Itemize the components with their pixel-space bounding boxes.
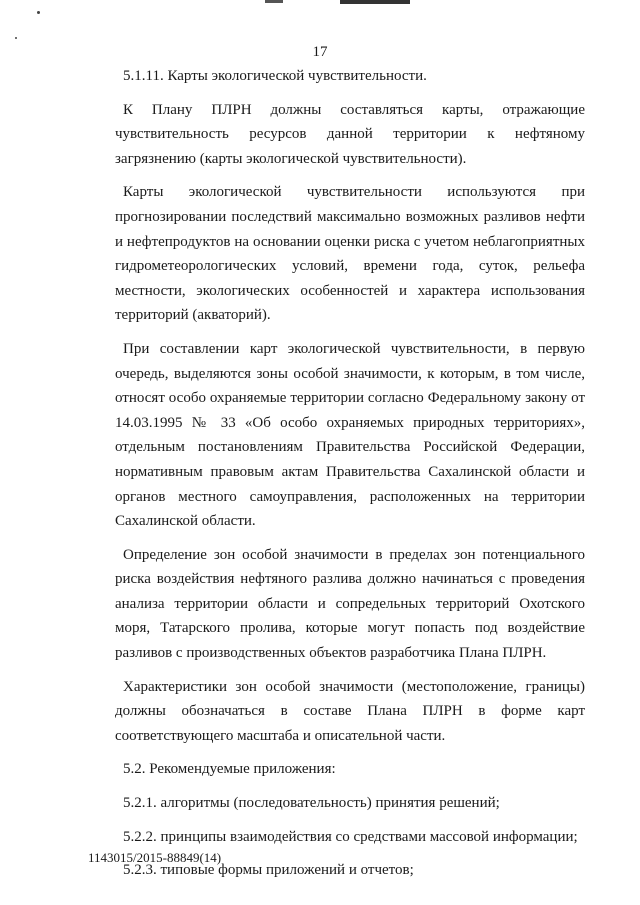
scan-artifact-top xyxy=(0,0,640,8)
scan-mark xyxy=(265,0,283,3)
paragraph: Определение зон особой значимости в пределах зон потенциального риска воздействия нефтяного разлива должно начинаться с проведения анализа территории области и сопредельных территорий Охотского моря, Татарского пролива, которые могут попасть под воздействие разливов с производственных объектов разработчика Плана ПЛРН. xyxy=(115,546,585,662)
paragraph: При составлении карт экологической чувствительности, в первую очередь, выделяются зоны особой значимости, к которым, в том числе, относят особо охраняемые территории согласно Федеральному закону от 14.03.1995 № 33 «Об особо охраняемых природных территориях», отдельным постановлениям Правительства Российской Федерации, нормативным правовым актам Правительства Сахалинской области и органов местного самоуправления, расположенных на территории Сахалинской области. xyxy=(115,340,585,530)
list-item: 5.2.2. принципы взаимодействия со средствами массовой информации; xyxy=(123,828,578,845)
scan-speck xyxy=(37,11,40,14)
paragraph: Карты экологической чувствительности используются при прогнозировании последствий максимально возможных разливов нефти и нефтепродуктов на основании оценки риска с учетом неблагоприятных гидрометеорологических условий, времени года, суток, рельефа местности, экологических особенностей и характера использования территорий (акваторий). xyxy=(115,184,585,324)
section-heading: 5.1.11. Карты экологической чувствительности. xyxy=(123,68,427,84)
scan-mark xyxy=(340,0,410,4)
section-heading: 5.2. Рекомендуемые приложения: xyxy=(123,761,336,778)
paragraph: Характеристики зон особой значимости (местоположение, границы) должны обозначаться в составе Плана ПЛРН в форме карт соответствующего масштаба и описательной части. xyxy=(115,678,585,744)
document-code: 1143015/2015-88849(14) xyxy=(88,850,222,865)
scan-speck xyxy=(15,37,17,39)
document-body xyxy=(115,64,585,892)
paragraph: К Плану ПЛРН должны составляться карты, отражающие чувствительность ресурсов данной территории к нефтяному загрязнению (карты экологической чувствительности). xyxy=(115,101,585,167)
page-number: 17 xyxy=(312,44,328,60)
list-item: 5.2.3. типовые формы приложений и отчетов; xyxy=(123,862,414,879)
list-item: 5.2.1. алгоритмы (последовательность) принятия решений; xyxy=(123,795,500,812)
